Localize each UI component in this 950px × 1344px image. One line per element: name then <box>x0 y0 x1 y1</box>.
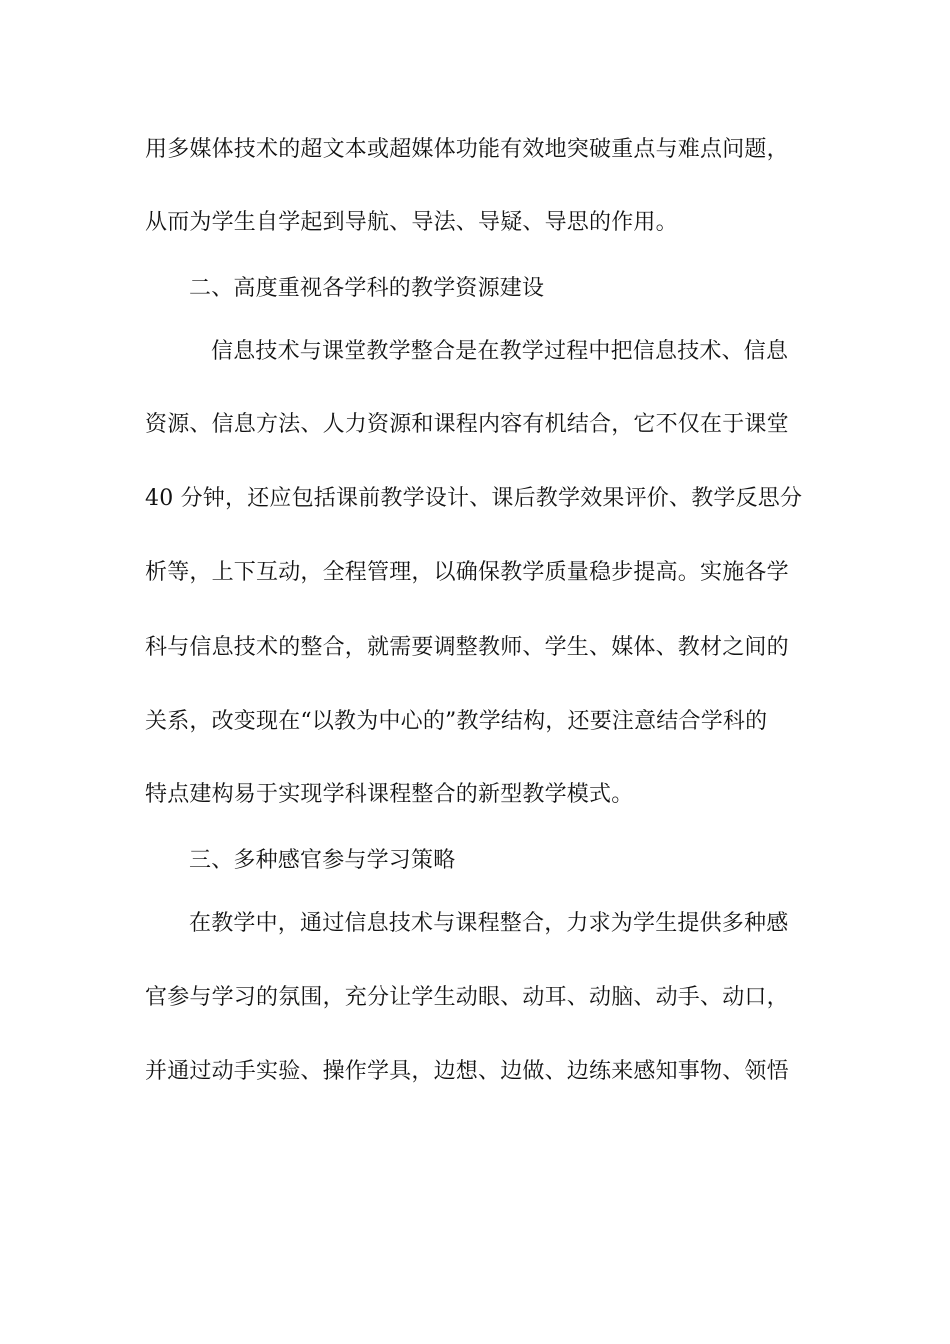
text-line: 官参与学习的氛围，充分让学生动眼、动耳、动脑、动手、动口， <box>145 985 789 1010</box>
text-line: 资源、信息方法、人力资源和课程内容有机结合，它不仅在于课堂 <box>145 412 789 437</box>
text-line: 用多媒体技术的超文本或超媒体功能有效地突破重点与难点问题， <box>145 137 789 162</box>
text-line: 特点建构易于实现学科课程整合的新型教学模式。 <box>145 782 634 807</box>
section-heading: 三、多种感官参与学习策略 <box>189 848 456 873</box>
section-heading: 二、高度重视各学科的教学资源建设 <box>189 276 545 301</box>
text-line: 信息技术与课堂教学整合是在教学过程中把信息技术、信息 <box>211 339 789 364</box>
text-line: 科与信息技术的整合，就需要调整教师、学生、媒体、教材之间的 <box>145 635 789 660</box>
text-line: 在教学中，通过信息技术与课程整合，力求为学生提供多种感 <box>189 911 789 936</box>
text-line: 析等，上下互动，全程管理，以确保教学质量稳步提高。实施各学 <box>145 560 789 585</box>
text-line: 40 分钟，还应包括课前教学设计、课后教学效果评价、教学反思分 <box>145 486 803 511</box>
text-line: 关系，改变现在“以教为中心的”教学结构，还要注意结合学科的 <box>145 709 768 734</box>
text-line: 并通过动手实验、操作学具，边想、边做、边练来感知事物、领悟 <box>145 1059 789 1084</box>
text-line: 从而为学生自学起到导航、导法、导疑、导思的作用。 <box>145 210 678 235</box>
